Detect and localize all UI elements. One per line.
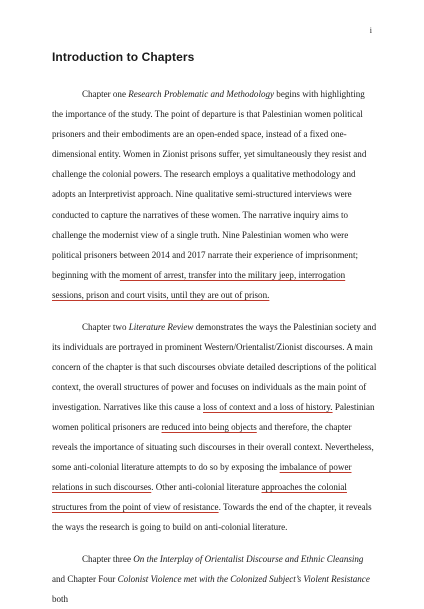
paragraph-chapter-one [52, 84, 377, 305]
highlighted-text: loss of context and a loss of history. [203, 401, 333, 412]
text-segment: Chapter one [82, 89, 129, 99]
text-segment: Chapter two [82, 321, 129, 332]
text-segment: Palestinian women political prisoners are [52, 401, 375, 432]
text-segment: Chapter three [82, 554, 134, 565]
paragraph-chapter-two [52, 317, 377, 538]
italic-title: Colonist Violence met with the Colonized Subject’s Violent Resistance [117, 574, 370, 585]
page-heading: Introduction to Chapters [52, 50, 195, 64]
italic-title: Literature Review [128, 321, 194, 332]
highlighted-text: imbalance of power relations in such discourses [52, 462, 352, 493]
highlighted-text: reduced into being objects [161, 422, 257, 432]
paragraph-chapter-three-four [52, 549, 377, 609]
italic-title: Research Problematic and Methodology [128, 89, 275, 99]
text-segment: demonstrates the ways the Palestinian society and its individuals are portrayed in prominent Western/Orientalist/Zionist discourses. A main concern of the chapter is that such discourses obviate detailed descriptions of the political context, the overall structures of power and focuses on individuals as the main point of investigation. Narratives like this cause a [52, 321, 377, 412]
text-segment: . Towards the end of the chapter, it reveals the ways the research is going to build on anti-colonial literature. [52, 502, 372, 533]
italic-title: On the Interplay of Orientalist Discourse and Ethnic Cleansing [133, 554, 364, 565]
text-segment: both [52, 594, 69, 605]
text-segment: begins with highlighting the importance of the study. The point of departure is that Palestinian women political prisoners and their embodiments are an open-ended space, instead of a fixed one-dimensional entity. Women in Zionist prisons suffer, yet simultaneously they resist and challenge the colonial powers. The research employs a qualitative methodology and adopts an Interpretivist approach. Nine qualitative semi-structured interviews were conducted to capture the narratives of these women. The narrative inquiry aims to challenge the modernist view of a single truth. Nine Palestinian women who were political prisoners between 2014 and 2017 narrate their experience of imprisonment; beginning with the [52, 89, 367, 280]
highlighted-text: moment of arrest, transfer into the military jeep, interrogation sessions, prison and court visits, until they are out of prison. [52, 269, 346, 300]
highlighted-text: approaches the colonial structures from the point of view of resistance [52, 482, 347, 513]
text-segment: . Other anti-colonial literature [151, 482, 262, 493]
text-segment: and Chapter Four [52, 574, 118, 585]
text-segment: and therefore, the chapter reveals the importance of situating such discourses in their overall context. Nevertheless, some anti-colonial literature attempts to do so by exposing the [52, 422, 374, 473]
page-number: i [369, 26, 372, 35]
document-body [52, 84, 377, 609]
